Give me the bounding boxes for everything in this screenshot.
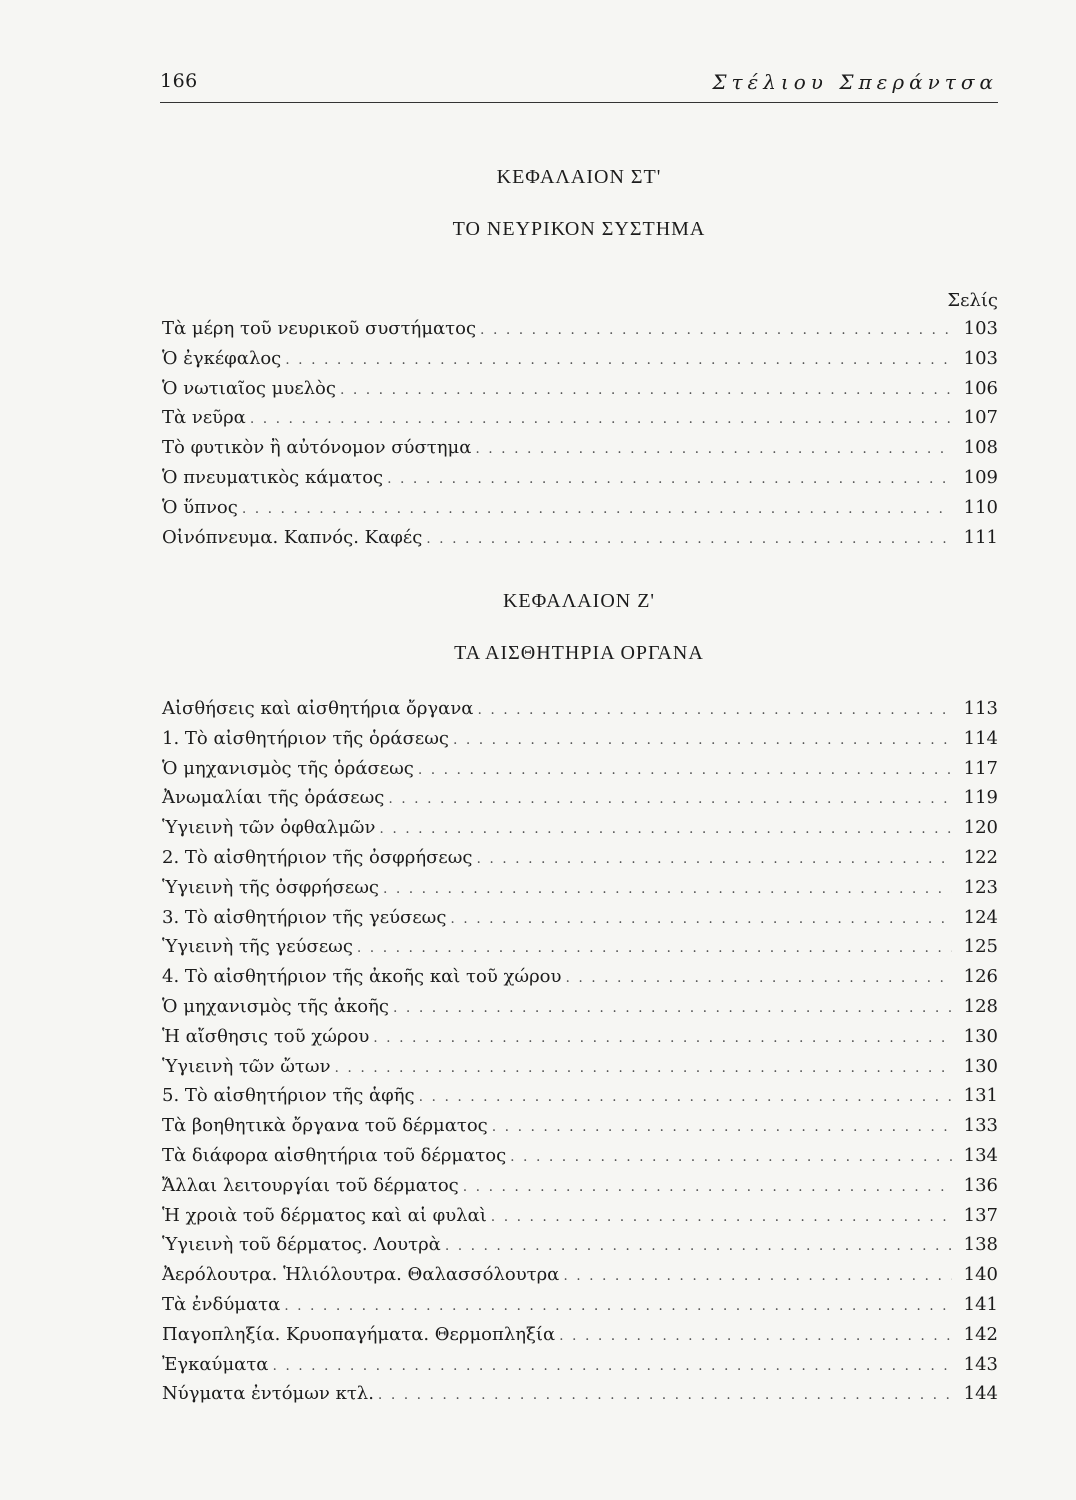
chapter-6-label: ΚΕΦΑΛΑΙΟΝ ΣΤ' bbox=[496, 166, 662, 188]
toc-entry-page: 130 bbox=[963, 1025, 998, 1047]
toc-entry-page: 119 bbox=[963, 787, 998, 809]
toc-entry-page: 131 bbox=[963, 1085, 998, 1107]
toc-entry-page: 107 bbox=[963, 407, 998, 429]
dot-leader bbox=[373, 1024, 952, 1054]
dot-leader bbox=[559, 1322, 952, 1352]
toc-entry-page: 138 bbox=[963, 1234, 998, 1256]
toc-entry bbox=[162, 992, 998, 1022]
toc-entry-page: 108 bbox=[963, 437, 998, 459]
dot-leader bbox=[475, 435, 952, 465]
toc-entry-page: 136 bbox=[963, 1174, 998, 1196]
toc-entry bbox=[162, 344, 998, 374]
toc-entry-title: Ὁ μηχανισμὸς τῆς ὁράσεως bbox=[162, 757, 414, 779]
toc-entry-title: Τὰ ἐνδύματα bbox=[162, 1293, 281, 1315]
page-column-header: Σελίς bbox=[947, 290, 998, 311]
toc-entry-title: Ὑγιεινὴ τῆς γεύσεως bbox=[162, 936, 353, 958]
toc-entry-title: Νύγματα ἐντόμων κτλ. bbox=[162, 1383, 374, 1405]
dot-leader bbox=[250, 405, 952, 435]
dot-leader bbox=[476, 845, 952, 875]
toc-entry-title: Παγοπληξία. Κρυοπαγήματα. Θερμοπληξία bbox=[162, 1323, 556, 1345]
toc-entry-page: 128 bbox=[963, 995, 998, 1017]
toc-entry-page: 140 bbox=[963, 1264, 998, 1286]
toc-entry-title: 1. Τὸ αἰσθητήριον τῆς ὁράσεως bbox=[162, 727, 449, 749]
toc-entry-page: 137 bbox=[963, 1204, 998, 1226]
dot-leader bbox=[272, 1352, 952, 1382]
toc-entry bbox=[162, 962, 998, 992]
dot-leader bbox=[426, 525, 952, 555]
toc-entry bbox=[162, 1260, 998, 1290]
toc-entry bbox=[162, 1111, 998, 1141]
toc-entry bbox=[162, 873, 998, 903]
toc-entry bbox=[162, 523, 998, 553]
dot-leader bbox=[285, 346, 952, 376]
dot-leader bbox=[357, 934, 952, 964]
toc-entry-title: Ὑγιεινὴ τῆς ὀσφρήσεως bbox=[162, 876, 379, 898]
dot-leader bbox=[445, 1232, 952, 1262]
toc-entry bbox=[162, 754, 998, 784]
toc-entry-page: 109 bbox=[963, 466, 998, 488]
toc-entry-title: Αἰσθήσεις καὶ αἰσθητήρια ὄργανα bbox=[162, 698, 474, 719]
dot-leader bbox=[378, 1381, 952, 1411]
toc-entry-title: Τὸ φυτικὸν ἢ αὐτόνομον σύστημα bbox=[162, 437, 472, 459]
toc-entry-page: 120 bbox=[963, 817, 998, 839]
toc-entry-page: 142 bbox=[963, 1323, 998, 1345]
toc-entry-title: 3. Τὸ αἰσθητήριον τῆς γεύσεως bbox=[162, 906, 447, 928]
toc-entry-title: Ὑγιεινὴ τοῦ δέρματος. Λουτρὰ bbox=[162, 1234, 441, 1256]
dot-leader bbox=[477, 696, 952, 726]
dot-leader bbox=[379, 815, 952, 845]
toc-entry-title: Ὁ ὕπνος bbox=[162, 496, 238, 518]
dot-leader bbox=[387, 465, 952, 495]
toc-entry-title: Ἐγκαύματα bbox=[162, 1353, 269, 1375]
toc-entry-page: 124 bbox=[963, 906, 998, 928]
toc-entry bbox=[162, 1320, 998, 1350]
toc-entry bbox=[162, 1230, 998, 1260]
toc-entry-page: 122 bbox=[963, 846, 998, 868]
dot-leader bbox=[565, 964, 952, 994]
toc-entry-title: Τὰ διάφορα αἰσθητήρια τοῦ δέρματος bbox=[162, 1144, 507, 1166]
toc-entry-title: Ὁ πνευματικὸς κάματος bbox=[162, 466, 384, 488]
toc-entry bbox=[162, 1350, 998, 1380]
dot-leader bbox=[340, 376, 952, 406]
toc-entry-page: 143 bbox=[963, 1353, 998, 1375]
toc-entry bbox=[162, 314, 998, 344]
chapter-7-label: ΚΕΦΑΛΑΙΟΝ Ζ' bbox=[502, 590, 656, 612]
dot-leader bbox=[491, 1203, 952, 1233]
toc-entry bbox=[162, 903, 998, 933]
toc-entry bbox=[162, 1022, 998, 1052]
toc-entry bbox=[162, 783, 998, 813]
running-title: Στέλιου Σπεράντσα bbox=[712, 70, 998, 94]
toc-entry-title: Ἀερόλουτρα. Ἡλιόλουτρα. Θαλασσόλουτρα bbox=[162, 1264, 560, 1286]
toc-entry-page: 103 bbox=[963, 347, 998, 369]
toc-entry bbox=[162, 932, 998, 962]
chapter-6-title: ΤΟ ΝΕΥΡΙΚΟΝ ΣΥΣΤΗΜΑ bbox=[452, 218, 706, 240]
toc-entry-title: 5. Τὸ αἰσθητήριον τῆς ἁφῆς bbox=[162, 1085, 415, 1107]
toc-entry-page: 134 bbox=[963, 1144, 998, 1166]
toc-entry bbox=[162, 1201, 998, 1231]
toc-entry-title: Οἰνόπνευμα. Καπνός. Καφές bbox=[162, 526, 423, 548]
toc-entry bbox=[162, 1141, 998, 1171]
toc-entry-page: 133 bbox=[963, 1115, 998, 1137]
dot-leader bbox=[418, 756, 952, 786]
chapter-7-toc bbox=[162, 694, 998, 1409]
toc-entry-page: 123 bbox=[963, 876, 998, 898]
toc-entry-title: Ἡ χροιὰ τοῦ δέρματος καὶ αἱ φυλαὶ bbox=[162, 1204, 487, 1226]
toc-entry-title: Ὑγιεινὴ τῶν ὤτων bbox=[162, 1055, 331, 1077]
toc-entry bbox=[162, 724, 998, 754]
dot-leader bbox=[453, 726, 952, 756]
dot-leader bbox=[419, 1083, 952, 1113]
toc-entry bbox=[162, 813, 998, 843]
toc-entry bbox=[162, 493, 998, 523]
toc-entry-title: Τὰ νεῦρα bbox=[162, 407, 246, 429]
dot-leader bbox=[480, 316, 952, 346]
toc-entry bbox=[162, 843, 998, 873]
toc-entry-page: 110 bbox=[963, 496, 998, 518]
toc-entry-page: 103 bbox=[963, 318, 998, 339]
dot-leader bbox=[383, 875, 952, 905]
toc-entry-page: 141 bbox=[963, 1293, 998, 1315]
toc-entry bbox=[162, 403, 998, 433]
toc-entry-title: Ἄλλαι λειτουργίαι τοῦ δέρματος bbox=[162, 1174, 459, 1196]
toc-entry-page: 144 bbox=[963, 1383, 998, 1405]
toc-entry bbox=[162, 374, 998, 404]
page-header bbox=[160, 66, 998, 103]
toc-entry-title: Ὑγιεινὴ τῶν ὀφθαλμῶν bbox=[162, 817, 376, 839]
dot-leader bbox=[242, 495, 952, 525]
toc-entry-title: Ἀνωμαλίαι τῆς ὁράσεως bbox=[162, 787, 385, 809]
dot-leader bbox=[335, 1054, 952, 1084]
toc-entry-title: Τὰ μέρη τοῦ νευρικοῦ συστήματος bbox=[162, 318, 477, 339]
toc-entry-page: 113 bbox=[963, 698, 998, 719]
dot-leader bbox=[463, 1173, 952, 1203]
dot-leader bbox=[563, 1262, 952, 1292]
dot-leader bbox=[393, 994, 952, 1024]
toc-entry-page: 114 bbox=[963, 727, 998, 749]
chapter-7-title: ΤΑ ΑΙΣΘΗΤΗΡΙΑ ΟΡΓΑΝΑ bbox=[454, 642, 704, 664]
toc-entry-page: 106 bbox=[963, 377, 998, 399]
toc-entry bbox=[162, 1052, 998, 1082]
toc-entry bbox=[162, 1081, 998, 1111]
toc-entry-title: Ὁ ἐγκέφαλος bbox=[162, 347, 282, 369]
toc-entry-title: Ὁ νωτιαῖος μυελὸς bbox=[162, 377, 336, 399]
dot-leader bbox=[388, 785, 952, 815]
dot-leader bbox=[492, 1113, 952, 1143]
toc-entry-page: 111 bbox=[963, 526, 998, 548]
toc-entry-page: 125 bbox=[963, 936, 998, 958]
page-number: 166 bbox=[160, 70, 198, 92]
toc-entry-page: 117 bbox=[963, 757, 998, 779]
dot-leader bbox=[284, 1292, 952, 1322]
toc-entry-title: Ὁ μηχανισμὸς τῆς ἀκοῆς bbox=[162, 995, 390, 1017]
chapter-6-toc bbox=[162, 314, 998, 552]
toc-entry-page: 130 bbox=[963, 1055, 998, 1077]
toc-entry-title: 4. Τὸ αἰσθητήριον τῆς ἀκοῆς καὶ τοῦ χώρου bbox=[162, 966, 562, 988]
toc-entry bbox=[162, 1290, 998, 1320]
toc-entry-page: 126 bbox=[963, 966, 998, 988]
dot-leader bbox=[510, 1143, 952, 1173]
toc-entry bbox=[162, 694, 998, 724]
toc-entry bbox=[162, 1171, 998, 1201]
toc-entry-title: Τὰ βοηθητικὰ ὄργανα τοῦ δέρματος bbox=[162, 1115, 488, 1137]
toc-entry bbox=[162, 463, 998, 493]
toc-entry-title: 2. Τὸ αἰσθητήριον τῆς ὀσφρήσεως bbox=[162, 846, 473, 868]
toc-entry bbox=[162, 1379, 998, 1409]
toc-entry bbox=[162, 433, 998, 463]
dot-leader bbox=[450, 905, 952, 935]
toc-entry-title: Ἡ αἴσθησις τοῦ χώρου bbox=[162, 1025, 370, 1047]
